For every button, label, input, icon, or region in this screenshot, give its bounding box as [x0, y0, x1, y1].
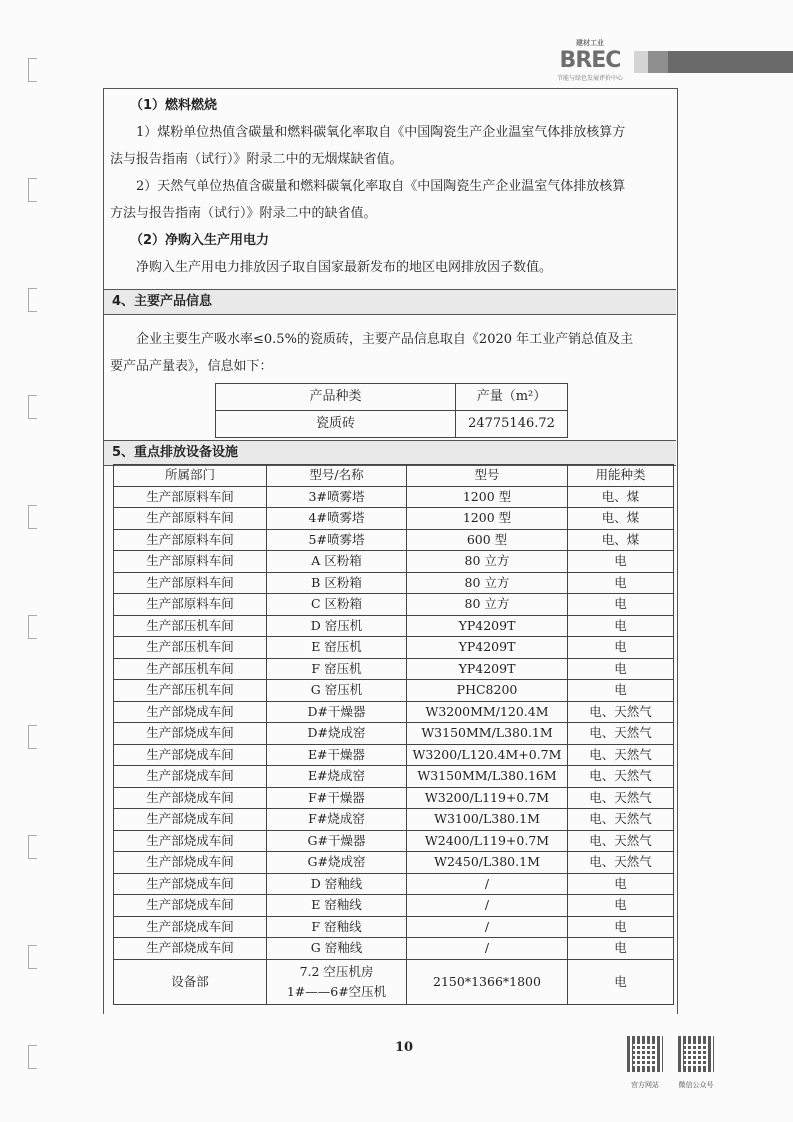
cell: 生产部压机车间: [114, 615, 267, 637]
cell: 80 立方: [407, 551, 568, 573]
cell: F 窑釉线: [267, 916, 407, 938]
subheading-electricity: （2）净购入生产用电力: [130, 233, 270, 248]
cell: A 区粉箱: [267, 551, 407, 573]
table-row: [114, 572, 674, 594]
table-row: [114, 959, 674, 1004]
cell: E#干燥器: [267, 744, 407, 766]
table-row: [114, 637, 674, 659]
cell: 电、天然气: [568, 744, 674, 766]
binder-mark: [28, 395, 37, 419]
cell: YP4209T: [407, 637, 568, 659]
table-header-row: [216, 384, 568, 411]
header-cell: 型号: [407, 465, 568, 487]
cell: 生产部压机车间: [114, 637, 267, 659]
cell: 4#喷雾塔: [267, 508, 407, 530]
cell: 电、天然气: [568, 701, 674, 723]
cell: 1200 型: [407, 486, 568, 508]
binder-mark: [28, 615, 37, 639]
cell: 生产部压机车间: [114, 658, 267, 680]
cell: 生产部原料车间: [114, 529, 267, 551]
cell: W3150MM/L380.16M: [407, 766, 568, 788]
cell: 生产部压机车间: [114, 680, 267, 702]
binder-mark: [28, 725, 37, 749]
equipment-table: [113, 464, 674, 1005]
header-bar: [634, 51, 648, 73]
cell: 瓷质砖: [216, 411, 456, 438]
cell: 电、天然气: [568, 787, 674, 809]
cell: 生产部原料车间: [114, 551, 267, 573]
table-row: [114, 895, 674, 917]
cell: 1200 型: [407, 508, 568, 530]
logo-top-text: 建材工业: [576, 39, 604, 47]
cell: 电、天然气: [568, 766, 674, 788]
section-header-5: [104, 440, 676, 466]
cell: 生产部烧成车间: [114, 766, 267, 788]
paragraph: 2）天然气单位热值含碳量和燃料碳氧化率取自《中国陶瓷生产企业温室气体排放核算: [136, 179, 626, 194]
cell: E 窑压机: [267, 637, 407, 659]
cell: PHC8200: [407, 680, 568, 702]
binder-mark: [28, 945, 37, 969]
cell: W3200MM/120.4M: [407, 701, 568, 723]
binder-mark: [28, 505, 37, 529]
cell: 2150*1366*1800: [407, 959, 568, 1004]
cell: W3150MM/L380.1M: [407, 723, 568, 745]
cell: 5#喷雾塔: [267, 529, 407, 551]
cell: 生产部烧成车间: [114, 895, 267, 917]
brec-logo: [548, 38, 632, 83]
binder-mark: [28, 288, 37, 312]
cell: 电: [568, 680, 674, 702]
header-cell: 产品种类: [216, 384, 456, 411]
cell: 80 立方: [407, 572, 568, 594]
section-title: 4、主要产品信息: [112, 294, 213, 309]
cell: 生产部烧成车间: [114, 852, 267, 874]
header-bar: [648, 51, 668, 73]
cell: 生产部烧成车间: [114, 830, 267, 852]
cell: G#烧成窑: [267, 852, 407, 874]
cell: W3100/L380.1M: [407, 809, 568, 831]
cell: 3#喷雾塔: [267, 486, 407, 508]
cell-line: 1#——6#空压机: [286, 983, 387, 999]
cell: 电: [568, 615, 674, 637]
table-row: [114, 744, 674, 766]
cell: D 窑釉线: [267, 873, 407, 895]
table-row: [114, 916, 674, 938]
cell: 生产部原料车间: [114, 486, 267, 508]
cell: 电: [568, 637, 674, 659]
table-row: [114, 486, 674, 508]
cell: D 窑压机: [267, 615, 407, 637]
cell: YP4209T: [407, 615, 568, 637]
cell: G 窑釉线: [267, 938, 407, 960]
cell: W2450/L380.1M: [407, 852, 568, 874]
cell: F 窑压机: [267, 658, 407, 680]
cell: 电: [568, 938, 674, 960]
header-cell: 用能种类: [568, 465, 674, 487]
cell: 电: [568, 959, 674, 1004]
cell: 电、煤: [568, 529, 674, 551]
binder-mark: [28, 58, 37, 82]
qr-label: 微信公众号: [678, 1081, 714, 1089]
cell-line: 7.2 空压机房: [299, 963, 374, 979]
cell: 生产部原料车间: [114, 508, 267, 530]
cell: G 窑压机: [267, 680, 407, 702]
cell: /: [407, 895, 568, 917]
cell: 电、天然气: [568, 809, 674, 831]
paragraph: 法与报告指南（试行）》附录二中的无烟煤缺省值。: [110, 152, 403, 167]
header-cell: 产量（m²）: [456, 384, 568, 411]
cell: 80 立方: [407, 594, 568, 616]
cell: 电、天然气: [568, 723, 674, 745]
cell: 电、天然气: [568, 852, 674, 874]
cell: 600 型: [407, 529, 568, 551]
table-row: [114, 529, 674, 551]
cell: 24775146.72: [456, 411, 568, 438]
cell: 生产部烧成车间: [114, 809, 267, 831]
table-row: [114, 766, 674, 788]
table-row: [216, 411, 568, 438]
cell: C 区粉箱: [267, 594, 407, 616]
qr-code-website: [627, 1036, 663, 1072]
cell: YP4209T: [407, 658, 568, 680]
header-cell: 型号/名称: [267, 465, 407, 487]
cell: 电: [568, 551, 674, 573]
product-table: [215, 383, 568, 438]
paragraph: 1）煤粉单位热值含碳量和燃料碳氧化率取自《中国陶瓷生产企业温室气体排放核算方: [136, 125, 626, 140]
section-header-4: [104, 289, 676, 315]
cell: [267, 959, 407, 1004]
table-row: [114, 551, 674, 573]
cell: 生产部烧成车间: [114, 723, 267, 745]
header-cell: 所属部门: [114, 465, 267, 487]
cell: 生产部烧成车间: [114, 701, 267, 723]
cell: 生产部原料车间: [114, 572, 267, 594]
table-row: [114, 594, 674, 616]
cell: 电: [568, 873, 674, 895]
table-row: [114, 680, 674, 702]
header-bar: [668, 51, 793, 73]
cell: D#烧成窑: [267, 723, 407, 745]
cell: G#干燥器: [267, 830, 407, 852]
cell: 电: [568, 572, 674, 594]
cell: 生产部烧成车间: [114, 938, 267, 960]
table-row: [114, 873, 674, 895]
table-row: [114, 938, 674, 960]
cell: W3200/L120.4M+0.7M: [407, 744, 568, 766]
cell: 电、煤: [568, 486, 674, 508]
table-row: [114, 852, 674, 874]
table-row: [114, 615, 674, 637]
cell: W2400/L119+0.7M: [407, 830, 568, 852]
table-row: [114, 508, 674, 530]
table-header-row: [114, 465, 674, 487]
cell: 生产部烧成车间: [114, 787, 267, 809]
section-title: 5、重点排放设备设施: [112, 445, 239, 460]
qr-label: 官方网站: [631, 1081, 659, 1089]
cell: W3200/L119+0.7M: [407, 787, 568, 809]
cell: 电: [568, 895, 674, 917]
cell: D#干燥器: [267, 701, 407, 723]
cell: 电: [568, 658, 674, 680]
cell: /: [407, 873, 568, 895]
binder-mark: [28, 1045, 37, 1069]
table-row: [114, 830, 674, 852]
paragraph: 要产品产量表》，信息如下：: [110, 359, 273, 374]
cell: 生产部烧成车间: [114, 744, 267, 766]
table-row: [114, 723, 674, 745]
table-row: [114, 658, 674, 680]
cell: /: [407, 916, 568, 938]
logo-main-text: BREC: [559, 48, 621, 73]
cell: 电、天然气: [568, 830, 674, 852]
subheading-fuel: （1）燃料燃烧: [130, 98, 218, 113]
cell: 设备部: [114, 959, 267, 1004]
cell: E#烧成窑: [267, 766, 407, 788]
cell: 生产部烧成车间: [114, 873, 267, 895]
cell: /: [407, 938, 568, 960]
paragraph: 方法与报告指南（试行）》附录二中的缺省值。: [110, 206, 377, 221]
logo-sub-text: 节能与绿色发展评价中心: [556, 75, 623, 82]
qr-code-wechat: [678, 1036, 714, 1072]
cell: 电: [568, 916, 674, 938]
cell: 生产部烧成车间: [114, 916, 267, 938]
cell: F#烧成窑: [267, 809, 407, 831]
cell: 生产部原料车间: [114, 594, 267, 616]
paragraph: 企业主要生产吸水率≤0.5%的瓷质砖，主要产品信息取自《2020 年工业产销总值及主: [136, 332, 634, 347]
table-row: [114, 809, 674, 831]
table-row: [114, 701, 674, 723]
cell: F#干燥器: [267, 787, 407, 809]
binder-mark: [28, 178, 37, 202]
page-number: 10: [395, 1040, 414, 1055]
cell: E 窑釉线: [267, 895, 407, 917]
cell: 电: [568, 594, 674, 616]
cell: B 区粉箱: [267, 572, 407, 594]
cell: 电、煤: [568, 508, 674, 530]
table-row: [114, 787, 674, 809]
binder-mark: [28, 835, 37, 859]
paragraph: 净购入生产用电力排放因子取自国家最新发布的地区电网排放因子数值。: [136, 260, 553, 275]
